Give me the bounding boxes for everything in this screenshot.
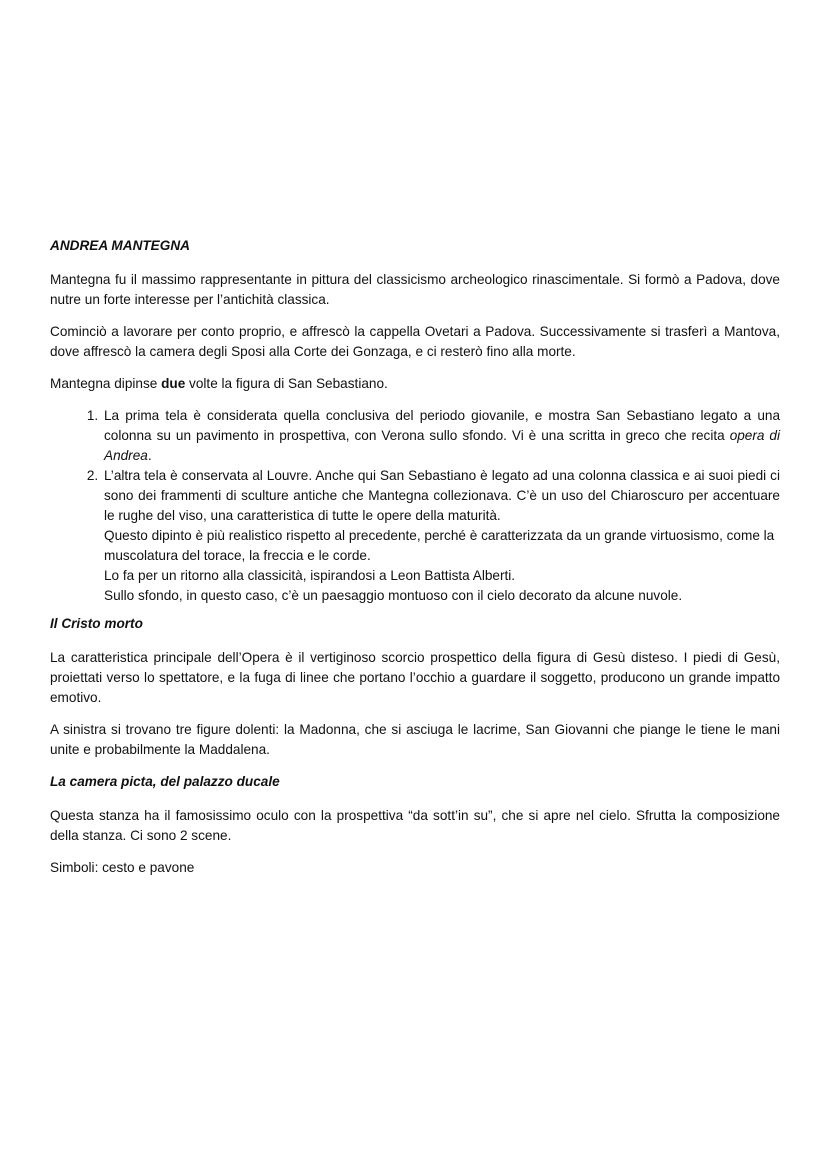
sebastiano-intro-after: volte la figura di San Sebastiano. xyxy=(185,376,388,391)
cristo-heading: Il Cristo morto xyxy=(50,616,143,631)
second-canvas-extra-classicism: Lo fa per un ritorno alla classicità, ispirandosi a Leon Battista Alberti. xyxy=(104,568,516,583)
cristo-paragraph-2: A sinistra si trovano tre figure dolenti: la Madonna, che si asciuga le lacrime, San Giovanni che piange le tiene le mani unite e probabilmente la Maddalena. xyxy=(50,722,780,757)
camera-paragraph-1: Questa stanza ha il famosissimo oculo con la prospettiva “da sott’in su”, che si apre nel cielo. Sfrutta la composizione della stanza. Ci sono 2 scene. xyxy=(50,808,780,843)
career-paragraph: Cominciò a lavorare per conto proprio, e affrescò la cappella Ovetari a Padova. Successivamente si trasferì a Mantova, dove affrescò la camera degli Sposi alla Corte dei Gonzaga, e ci resterò fino alla morte. xyxy=(50,324,780,359)
second-canvas-extra-background: Sullo sfondo, in questo caso, c’è un paesaggio montuoso con il cielo decorato da alcune nuvole. xyxy=(104,588,683,603)
list-item-second-canvas xyxy=(102,466,780,606)
first-canvas-text: La prima tela è considerata quella conclusiva del periodo giovanile, e mostra San Sebastiano legato a una colonna su un pavimento in prospettiva, con Verona sullo sfondo. Vi è una scritta in greco che recita xyxy=(104,408,780,443)
sebastiano-intro-bold: due xyxy=(161,376,186,391)
second-canvas-extra-realism: Questo dipinto è più realistico rispetto al precedente, perché è caratterizzata da un grande virtuosismo, come la muscolatura del torace, la freccia e le corde. xyxy=(104,528,775,563)
second-canvas-text: L’altra tela è conservata al Louvre. Anche qui San Sebastiano è legato ad una colonna classica e ai suoi piedi ci sono dei frammenti di sculture antiche che Mantegna collezionava. C’è un uso del Chiaroscuro per accentuare le rughe del viso, una caratteristica di tutte le opere della maturità. xyxy=(104,468,780,523)
camera-paragraph-2: Simboli: cesto e pavone xyxy=(50,860,195,875)
sebastiano-intro-paragraph xyxy=(50,374,780,394)
first-canvas-italic: opera di Andrea xyxy=(104,428,781,463)
cristo-paragraph-1: La caratteristica principale dell’Opera è il vertiginoso scorcio prospettico della figura di Gesù disteso. I piedi di Gesù, proiettati verso lo spettatore, e la fuga di linee che portano l’occhio a guardare il soggetto, producono un grande impatto emotivo. xyxy=(50,650,780,705)
document-title: ANDREA MANTEGNA xyxy=(50,238,190,253)
document-page xyxy=(50,236,780,890)
intro-paragraph: Mantegna fu il massimo rappresentante in pittura del classicismo archeologico rinascimentale. Si formò a Padova, dove nutre un forte interesse per l’antichità classica. xyxy=(50,272,780,307)
camera-heading: La camera picta, del palazzo ducale xyxy=(50,774,280,789)
list-item-first-canvas xyxy=(102,406,780,466)
first-canvas-end: . xyxy=(147,448,152,463)
works-list xyxy=(50,406,780,606)
sebastiano-intro-before: Mantegna dipinse xyxy=(50,376,162,391)
